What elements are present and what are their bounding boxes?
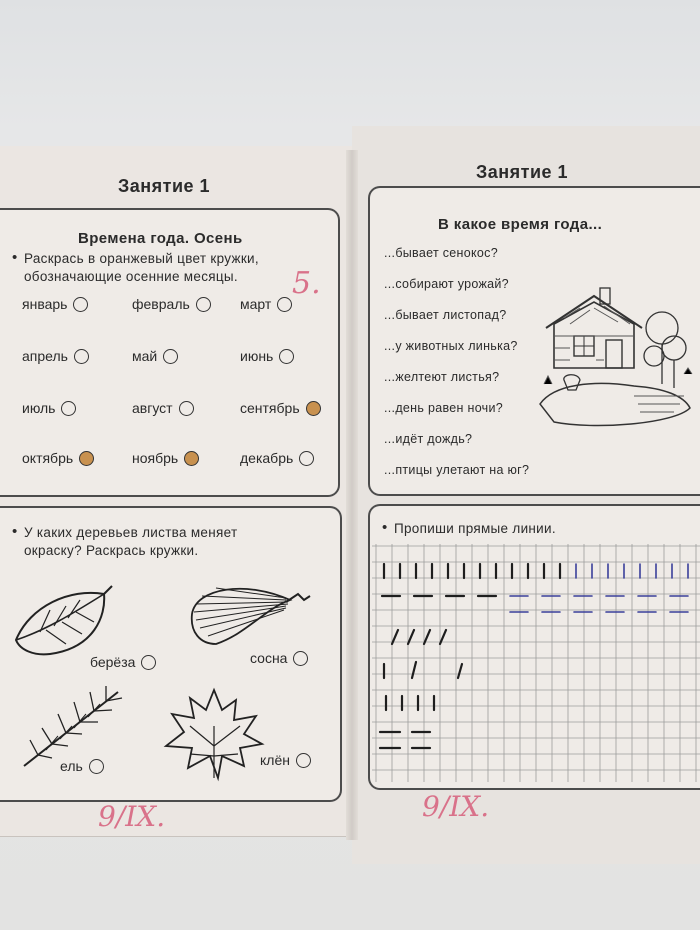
trees-instruction: • У каких деревьев листва меняет окраску? Раскрась кружки.	[24, 524, 284, 560]
month-circle[interactable]	[61, 401, 76, 416]
month-9[interactable]	[22, 450, 94, 466]
month-8[interactable]	[240, 400, 321, 416]
trees-panel	[0, 506, 342, 802]
slash-stroke	[412, 662, 416, 678]
tree-pine-label: сосна	[250, 650, 288, 666]
tree-maple[interactable]	[260, 752, 311, 768]
month-label: май	[132, 348, 158, 364]
question-item: ...у животных линька?	[384, 339, 518, 353]
practice-grid[interactable]	[372, 544, 700, 784]
tree-birch-circle[interactable]	[141, 655, 156, 670]
questions-panel	[368, 186, 700, 496]
month-label: ноябрь	[132, 450, 179, 466]
maple-leaf-icon	[160, 686, 268, 782]
month-label: сентябрь	[240, 400, 300, 416]
month-circle[interactable]	[73, 297, 88, 312]
tree-spruce-label: ель	[60, 758, 83, 774]
month-6[interactable]	[22, 400, 76, 416]
birch-leaf-icon	[10, 582, 114, 662]
seasons-panel	[0, 208, 340, 497]
month-circle[interactable]	[196, 297, 211, 312]
question-item: ...идёт дождь?	[384, 432, 473, 446]
seasons-instruction: • Раскрась в оранжевый цвет кружки, обозначающие осенние месяцы.	[24, 250, 304, 286]
month-circle[interactable]	[74, 349, 89, 364]
month-0[interactable]	[22, 296, 88, 312]
tree-spruce-circle[interactable]	[89, 759, 104, 774]
month-circle[interactable]	[306, 401, 321, 416]
month-circle[interactable]	[184, 451, 199, 466]
month-circle[interactable]	[277, 297, 292, 312]
month-7[interactable]	[132, 400, 194, 416]
month-label: март	[240, 296, 272, 312]
right-date-mark: 9/IX.	[422, 790, 490, 823]
right-lesson-title: Занятие 1	[476, 162, 569, 182]
slash-stroke	[458, 664, 462, 678]
month-circle[interactable]	[299, 451, 314, 466]
question-item: ...желтеют листья?	[384, 370, 500, 384]
lines-instruction: • Пропиши прямые линии.	[394, 520, 654, 538]
month-label: декабрь	[240, 450, 294, 466]
month-11[interactable]	[240, 450, 314, 466]
tree-pine[interactable]	[250, 650, 308, 666]
village-house-icon	[534, 284, 694, 434]
month-label: апрель	[22, 348, 68, 364]
question-item: ...бывает сенокос?	[384, 246, 498, 260]
month-circle[interactable]	[163, 349, 178, 364]
month-2[interactable]	[240, 296, 292, 312]
month-circle[interactable]	[279, 349, 294, 364]
tree-maple-circle[interactable]	[296, 753, 311, 768]
left-date-mark: 9/IX.	[98, 800, 166, 833]
month-label: февраль	[132, 296, 190, 312]
seasons-panel-title: Времена года. Осень	[78, 230, 243, 247]
month-3[interactable]	[22, 348, 89, 364]
month-circle[interactable]	[79, 451, 94, 466]
pine-needles-icon	[186, 578, 316, 650]
lines-panel	[368, 504, 700, 790]
question-item: ...день равен ночи?	[384, 401, 504, 415]
month-4[interactable]	[132, 348, 178, 364]
tree-spruce[interactable]	[60, 758, 104, 774]
grade-mark: 5.	[292, 266, 321, 301]
tree-pine-circle[interactable]	[293, 651, 308, 666]
month-5[interactable]	[240, 348, 294, 364]
question-item: ...бывает листопад?	[384, 308, 507, 322]
book-gutter	[346, 150, 358, 840]
month-label: январь	[22, 296, 68, 312]
tree-maple-label: клён	[260, 752, 290, 768]
question-item: ...собирают урожай?	[384, 277, 509, 291]
month-1[interactable]	[132, 296, 211, 312]
month-label: июль	[22, 400, 56, 416]
month-10[interactable]	[132, 450, 199, 466]
tree-birch[interactable]	[90, 654, 156, 670]
tree-birch-label: берёза	[90, 654, 136, 670]
month-label: август	[132, 400, 173, 416]
month-circle[interactable]	[179, 401, 194, 416]
month-label: октябрь	[22, 450, 74, 466]
month-label: июнь	[240, 348, 274, 364]
questions-panel-title: В какое время года...	[438, 216, 603, 233]
left-lesson-title: Занятие 1	[118, 176, 211, 196]
question-item: ...птицы улетают на юг?	[384, 463, 530, 477]
